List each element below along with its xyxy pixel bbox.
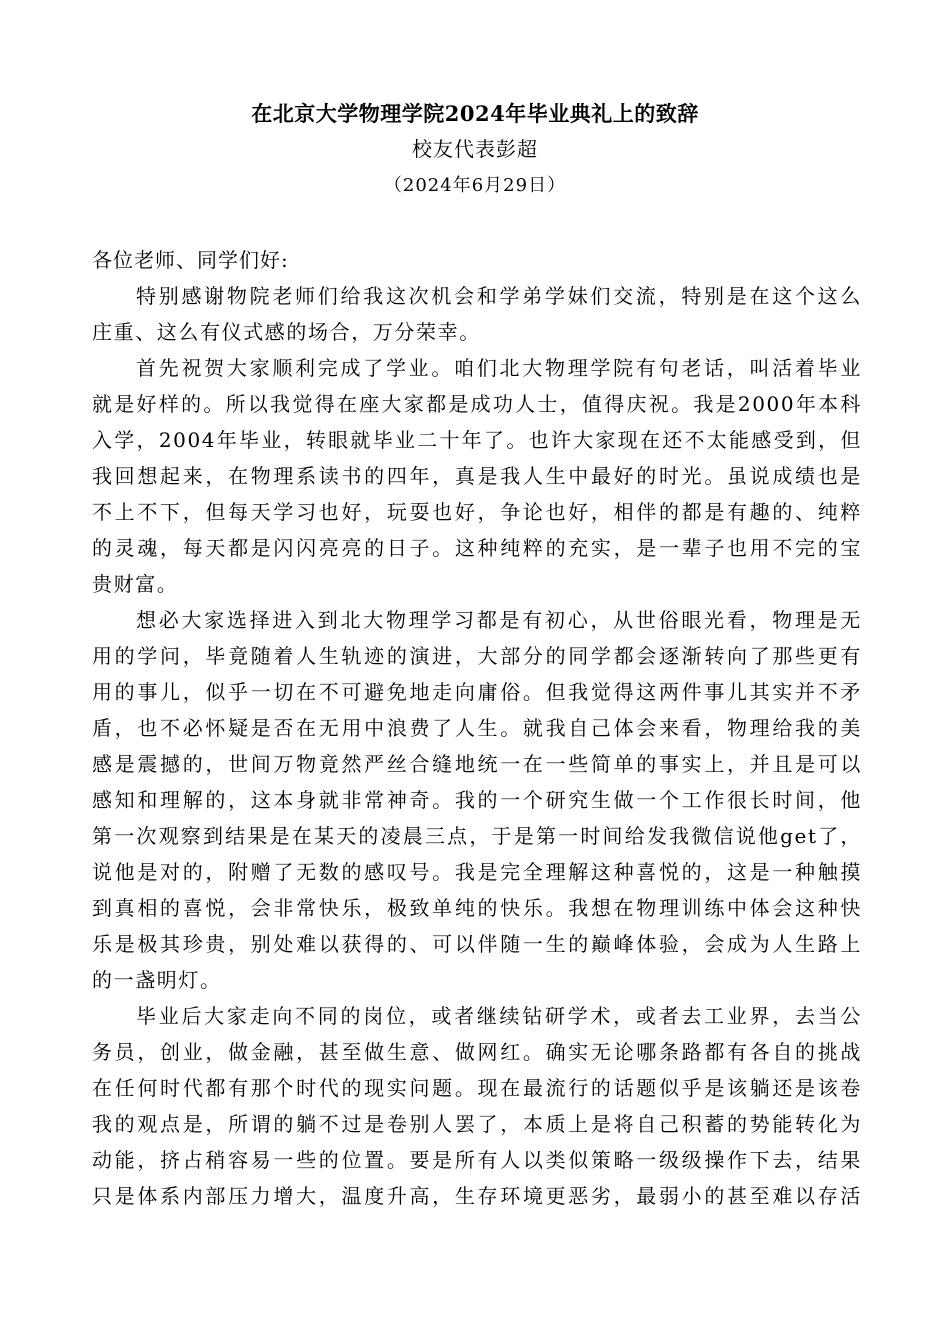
paragraph-line: 第一次观察到结果是在某天的凌晨三点，于是第一时间给发我微信说他get了， (92, 824, 862, 848)
speech-title: 在北京大学物理学院2024年毕业典礼上的致辞 (251, 101, 699, 126)
paragraph-line: 务员，创业，做金融，甚至做生意、做网红。确实无论哪条路都有各自的挑战 (92, 1040, 862, 1064)
paragraph-line: 首先祝贺大家顺利完成了学业。咱们北大物理学院有句老话，叫活着毕业 (136, 356, 862, 380)
paragraph-line: 乐是极其珍贵，别处难以获得的、可以伴随一生的巅峰体验，会成为人生路上 (92, 932, 862, 956)
paragraph-line: 的一盏明灯。 (92, 968, 222, 992)
paragraph-3 (92, 602, 862, 998)
paragraph-line: 我的观点是，所谓的躺不过是卷别人罢了，本质上是将自己积蓄的势能转化为 (92, 1112, 862, 1136)
paragraph-line: 到真相的喜悦，会非常快乐，极致单纯的快乐。我想在物理训练中体会这种快 (92, 896, 862, 920)
paragraph-line: 说他是对的，附赠了无数的感叹号。我是完全理解这种喜悦的，这是一种触摸 (92, 860, 862, 884)
paragraph-line: 用的学问，毕竟随着人生轨迹的演进，大部分的同学都会逐渐转向了那些更有 (92, 644, 862, 668)
paragraph-line: 毕业后大家走向不同的岗位，或者继续钻研学术，或者去工业界，去当公 (136, 1004, 862, 1028)
paragraph-1 (92, 278, 862, 350)
paragraph-line: 就是好样的。所以我觉得在座大家都是成功人士，值得庆祝。我是2000年本科 (92, 392, 862, 416)
paragraph-line: 庄重、这么有仪式感的场合，万分荣幸。 (92, 320, 481, 344)
paragraph-line: 感是震撼的，世间万物竟然严丝合缝地统一在一些简单的事实上，并且是可以 (92, 752, 862, 776)
paragraph-line: 盾，也不必怀疑是否在无用中浪费了人生。就我自己体会来看，物理给我的美 (92, 716, 862, 740)
speech-author: 校友代表彭超 (412, 137, 538, 161)
paragraph-line: 用的事儿，似乎一切在不可避免地走向庸俗。但我觉得这两件事儿其实并不矛 (92, 680, 862, 704)
paragraph-4 (92, 998, 862, 1214)
paragraph-line: 特别感谢物院老师们给我这次机会和学弟学妹们交流，特别是在这个这么 (136, 284, 862, 308)
paragraph-line: 不上不下，但每天学习也好，玩耍也好，争论也好，相伴的都是有趣的、纯粹 (92, 500, 862, 524)
speech-date: （2024年6月29日） (383, 175, 567, 196)
paragraph-line: 动能，挤占稍容易一些的位置。要是所有人以类似策略一级级操作下去，结果 (92, 1148, 862, 1172)
paragraph-line: 贵财富。 (92, 572, 179, 596)
paragraph-line: 我回想起来，在物理系读书的四年，真是我人生中最好的时光。虽说成绩也是 (92, 464, 862, 488)
paragraph-2 (92, 350, 862, 602)
paragraph-line: 入学，2004年毕业，转眼就毕业二十年了。也许大家现在还不太能感受到，但 (92, 428, 862, 452)
paragraph-line: 只是体系内部压力增大，温度升高，生存环境更恶劣，最弱小的甚至难以存活 (92, 1184, 862, 1208)
paragraph-line: 的灵魂，每天都是闪闪亮亮的日子。这种纯粹的充实，是一辈子也用不完的宝 (92, 536, 862, 560)
paragraph-line: 在任何时代都有那个时代的现实问题。现在最流行的话题似乎是该躺还是该卷 (92, 1076, 862, 1100)
paragraph-line: 感知和理解的，这本身就非常神奇。我的一个研究生做一个工作很长时间，他 (92, 788, 862, 812)
paragraph-line: 想必大家选择进入到北大物理学习都是有初心，从世俗眼光看，物理是无 (136, 608, 862, 632)
greeting: 各位老师、同学们好: (92, 248, 289, 272)
speech-body (92, 242, 862, 1214)
